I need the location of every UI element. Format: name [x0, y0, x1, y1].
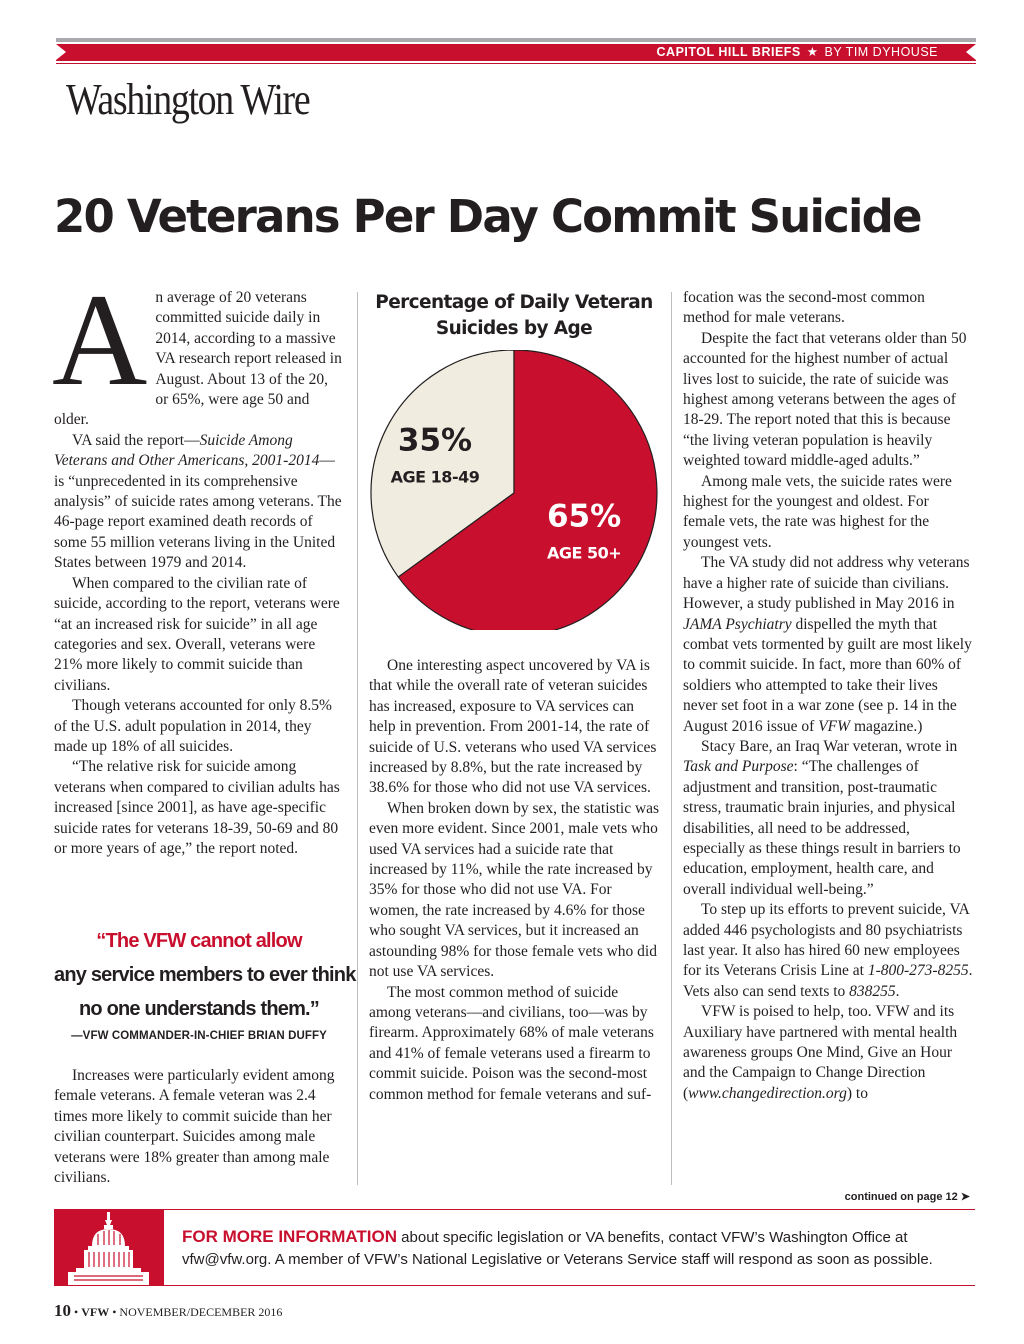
- pull-quote-line: no one understands them.”: [78, 998, 320, 1020]
- paragraph: [683, 1002, 974, 1104]
- website-link: www.changedirection.org: [688, 1084, 847, 1102]
- pull-quote: [54, 924, 356, 1042]
- paragraph: The most common method of suicide among veterans—and civilians, too—was by firearm. Approximately 68% of male veterans and 41% of female veterans used a firearm to commit suicide. Poison was the second-most common method for female veterans and suf-: [369, 983, 654, 1103]
- info-box: [54, 1209, 975, 1286]
- byline: BY TIM DYHOUSE: [824, 45, 938, 59]
- paragraph: [52, 266, 344, 431]
- paragraph-text: —is “unprecedented in its comprehensive analysis” of suicide rates among veterans. The 46-page report examined death records of some 55 million veterans living in the United States between 1979 and 2014.: [54, 452, 342, 572]
- banner-text: [657, 44, 938, 61]
- publication-title: Task and Purpose: [683, 758, 794, 776]
- banner-gray-rule: [56, 38, 976, 42]
- paragraph: [54, 431, 344, 574]
- header-banner: [56, 36, 976, 66]
- paragraph: “The relative risk for suicide among veterans when compared to civilian adults has increased [since 2001], as have age-specific suicide rates for veterans 18-39, 50-69 and 80 or more years of age,” the report noted.: [54, 758, 340, 857]
- capitol-illustration: [54, 1210, 164, 1285]
- banner-bottom-rule: [56, 63, 976, 64]
- column-rule: [357, 292, 358, 1185]
- pie-value-label: 35%: [397, 422, 473, 459]
- pie-category-label: AGE 50+: [546, 543, 622, 563]
- crisis-line-phone: 1-800-273-8255: [867, 962, 969, 980]
- page-footer: [54, 1301, 282, 1321]
- paragraph: Despite the fact that veterans older than 50 accounted for the highest number of actual lives lost to suicide, the rate of suicide was highest among veterans between the ages of 18-29. The report noted that this is because “the living veteran population is heavily weighted toward middle-aged adults.”: [683, 329, 967, 470]
- banner-left-notch: [56, 44, 66, 60]
- paragraph-text: .: [895, 982, 900, 1000]
- paragraph: Though veterans accounted for only 8.5% of the U.S. adult population in 2014, they made up 18% of all suicides.: [54, 697, 332, 755]
- footer-separator: •: [71, 1305, 82, 1319]
- paragraph: When compared to the civilian rate of suicide, according to the report, veterans were “at an increased risk for suicide” in all age categories and sex. Overall, veterans were 21% more likely to commit suicide than civilians.: [54, 574, 340, 694]
- pull-quote-attribution: —VFW COMMANDER-IN-CHIEF BRIAN DUFFY: [71, 1030, 327, 1042]
- section-title: Washington Wire: [66, 75, 310, 124]
- column-1: [52, 266, 344, 859]
- pie-value-label: 65%: [546, 498, 622, 535]
- capitol-dome-icon: [54, 1210, 164, 1285]
- drop-cap: A: [52, 266, 148, 413]
- report-title: Suicide Among Veterans and Other Americans, 2001-2014: [54, 431, 320, 470]
- paragraph: [683, 900, 974, 1002]
- pie-category-label: AGE 18-49: [390, 467, 480, 487]
- star-icon: ★: [806, 45, 819, 59]
- banner-right-notch: [966, 44, 976, 60]
- pie-chart: [366, 290, 662, 630]
- paragraph: focation was the second-most common method for male veterans.: [683, 289, 925, 327]
- info-box-body: about specific legislation or VA benefits, contact VFW’s Washington Office at vfw@vfw.org. A member of VFW’s National Legislative or Veterans Service staff will respond as soon as possible.: [182, 1229, 933, 1268]
- info-box-lead: FOR MORE INFORMATION: [182, 1227, 397, 1246]
- paragraph-text: dispelled the myth that combat vets tormented by guilt are most likely to commit suicide. In fact, more than 60% of soldiers who attempted to take their lives never set foot in a war zone (see p. 14 in the August 2016 issue of: [683, 615, 972, 735]
- journal-title: JAMA Psychiatry: [683, 615, 792, 633]
- paragraph-text: . Vets also can send texts to: [683, 962, 973, 1000]
- pull-quote-line: any service members to ever think: [54, 964, 356, 986]
- paragraph-text: The VA study did not address why veterans have a higher rate of suicide than civilians. However, a study published in May 2016 in: [683, 554, 970, 613]
- paragraph: One interesting aspect uncovered by VA is that while the overall rate of veteran suicides has increased, exposure to VA services can help in prevention. From 2001-14, the rate of suicide of U.S. veterans who used VA services increased by 8.8%, but the rate increased by 38.6% for those who did not use VA services.: [369, 657, 657, 797]
- crisis-text-number: 838255: [849, 982, 896, 1000]
- column-rule: [671, 292, 672, 1185]
- issue-date: NOVEMBER/DECEMBER 2016: [119, 1305, 283, 1319]
- info-box-text: [182, 1226, 972, 1271]
- magazine-name: VFW: [81, 1305, 110, 1319]
- footer-separator: •: [109, 1305, 120, 1319]
- column-2: [369, 656, 662, 1105]
- paragraph: Increases were particularly evident among female veterans. A female veteran was 2.4 times more likely to commit suicide than her civilian counterpart. Suicides among male veterans were 18% greater than among male civilians.: [54, 1067, 335, 1187]
- paragraph-text: magazine.): [850, 717, 923, 735]
- paragraph-text: VA said the report—: [72, 431, 200, 449]
- paragraph-text: n average of 20 veterans committed suicide daily in 2014, according to a massive VA research report released in August. About 13 of the 20, or 65%, were age 50 and older.: [54, 289, 342, 429]
- pie-chart-svg: [366, 350, 662, 630]
- paragraph-text: : “The challenges of adjustment and transition, post-traumatic stress, traumatic brain injuries, and physical disabilities, all need to be addressed, especially as these things result in barriers to education, employment, health care, and overall individual well-being.”: [683, 758, 961, 898]
- paragraph: [683, 737, 974, 900]
- paragraph-text: Stacy Bare, an Iraq War veteran, wrote in: [701, 737, 958, 755]
- pull-quote-line: “The VFW cannot allow: [96, 930, 302, 952]
- paragraph: When broken down by sex, the statistic was even more evident. Since 2001, male vets who used VA services had a suicide rate that increased by 11%, while the rate increased by 35% for those who did not use VA. For women, the rate increased by 4.6% for those who sought VA services, but it increased an astounding 98% for those female vets who did not use VA services.: [369, 799, 660, 981]
- page-number: 10: [54, 1301, 71, 1320]
- magazine-title: VFW: [818, 717, 851, 735]
- paragraph: [683, 553, 974, 737]
- paragraph-text: ) to: [846, 1084, 868, 1102]
- paragraph: Among male vets, the suicide rates were highest for the youngest and oldest. For female vets, the rate was highest for the youngest vets.: [683, 472, 952, 551]
- chart-title: Percentage of Daily Veteran Suicides by Age: [375, 292, 653, 339]
- continued-note: continued on page 12 ➤: [844, 1191, 970, 1203]
- paragraph-text: VFW is poised to help, too. VFW and its Auxiliary have partnered with mental health awareness groups One Mind, Give an Hour and the Campaign to Change Direction (: [683, 1003, 958, 1102]
- section-label: CAPITOL HILL BRIEFS: [656, 45, 801, 59]
- column-3: [683, 288, 974, 1104]
- column-1-continued: [54, 1066, 344, 1188]
- paragraph-text: To step up its efforts to prevent suicide, VA added 446 psychologists and 80 psychiatrists last year. It also has hired 60 new employees for its Veterans Crisis Line at: [683, 901, 969, 980]
- article-headline: 20 Veterans Per Day Commit Suicide: [54, 190, 921, 243]
